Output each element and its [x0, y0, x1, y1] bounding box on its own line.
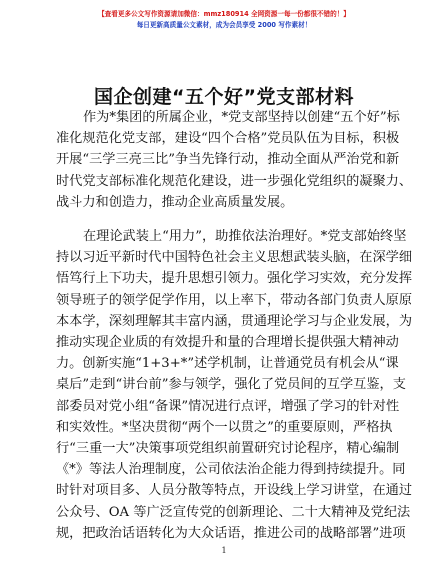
promo-banner	[0, 9, 448, 31]
paragraph-line: 时代党支部标准化规范化建设，进一步强化党组织的凝聚力、	[56, 173, 413, 189]
paragraph-line: 本本学，深刻理解其丰富内涵，贯通理论学习与企业发展，为	[56, 313, 413, 329]
document-title: 国企创建“五个好”党支部材料	[94, 86, 354, 108]
paragraph-line: 开展“三学三亮三比”争当先锋行动，推动全面从严治党和新	[56, 152, 400, 168]
paragraph-line: 《*》等法人治理制度，公司依法治企能力得到持续提升。同	[56, 462, 406, 478]
paragraph-line: 持以习近平新时代中国特色社会主义思想武装头脑，在深学细	[56, 250, 413, 266]
paragraph-line: 作为*集团的所属企业，*党支部坚持以创建“五个好”标	[83, 110, 400, 125]
document-body	[56, 107, 413, 544]
paragraph-line: 桌后”走到“讲台前”参与领学，强化了党员间的互学互鉴，支	[56, 377, 406, 393]
paragraph-line: 部委员对党小组“备课”情况进行点评，增强了学习的针对性	[56, 398, 400, 414]
body-paragraph	[56, 107, 413, 213]
paragraph-line: 公众号、OA 等广泛宣传党的创新理论、二十大精神及党纪法	[56, 504, 411, 520]
paragraph-line: 推动实现企业质的有效提升和量的合理增长提供强大精神动	[56, 335, 399, 351]
paragraph-line: 悟笃行上下功夫，提升思想引领力。强化学习实效，充分发挥	[56, 271, 413, 287]
paragraph-line: 在理论武装上“用力”，助推依法治理好。*党支部始终坚	[83, 229, 407, 245]
paragraph-line: 规，把政治话语转化为大众话语，推进公司的战略部署”进项	[56, 525, 406, 541]
paragraph-line: 时针对项目多、人员分散等特点，开设线上学习讲堂，在通过	[56, 483, 413, 499]
page-number: 1	[221, 546, 227, 555]
paragraph-line: 领导班子的领学促学作用，以上率下，带动各部门负责人原原	[56, 292, 413, 308]
body-paragraph	[56, 226, 413, 544]
promo-banner-line-2: 每日更新高质量公文素材，成为会员享受 2000 写作素材！	[136, 21, 312, 29]
paragraph-line: 力。创新实施“1+3+*”述学机制，让普通党员有机会从“课	[56, 356, 399, 372]
paragraph-line: 战斗力和创造力，推动企业高质量发展。	[56, 194, 294, 210]
paragraph-line: 准化规范化党支部，建设“四个合格”党员队伍为目标，积极	[56, 131, 400, 147]
paragraph-line: 和实效性。*坚决贯彻“两个一以贯之”的重要原则，严格执	[56, 419, 393, 435]
paragraph-line: 行“三重一大”决策事项党组织前置研究讨论程序，精心编制	[56, 441, 400, 457]
promo-banner-line-1: 【查看更多公文写作资源请加微信：mmz180914 全网资源一每一份都很不错的！】	[98, 10, 350, 18]
